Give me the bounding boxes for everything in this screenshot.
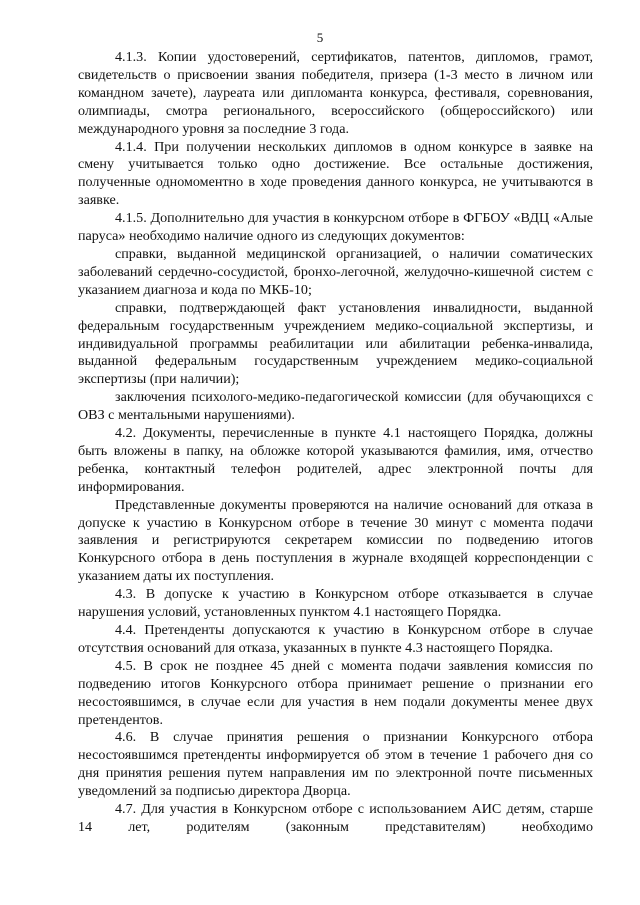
document-body [78, 49, 593, 837]
paragraph-4-1-3: 4.1.3. Копии удостоверений, сертификатов, патентов, дипломов, грамот, свидетельств о присвоении звания победителя, призера (1-3 место в личном или командном зачете), лауреата или дипломанта конкурса, фестиваля, соревнования, олимпиады, смотра регионального, всероссийского (общероссийского) или международного уровня за последние 3 года. [78, 49, 593, 137]
paragraph-4-4: 4.4. Претенденты допускаются к участию в Конкурсном отборе в случае отсутствия оснований для отказа, указанных в пункте 4.3 настоящего Порядка. [78, 622, 593, 656]
paragraph-4-6: 4.6. В случае принятия решения о признании Конкурсного отбора несостоявшимся претенденты информируется об этом в течение 1 рабочего дня со дня принятия решения путем направления им по электронной почте письменных уведомлений за подписью директора Дворца. [78, 729, 593, 800]
paragraph-4-2: 4.2. Документы, перечисленные в пункте 4.1 настоящего Порядка, должны быть вложены в папку, на обложке которой указываются фамилия, имя, отчество ребенка, контактный телефон родителей, адрес электронной почты для информирования. [78, 425, 593, 495]
list-item-commission-conclusion: заключения психолого-медико-педагогической комиссии (для обучающихся с ОВЗ с ментальными нарушениями). [78, 389, 593, 424]
paragraph-4-3: 4.3. В допуске к участию в Конкурсном отборе отказывается в случае нарушения условий, установленных пунктом 4.1 настоящего Порядка. [78, 586, 593, 621]
page-number: 5 [316, 30, 324, 45]
list-item-medical-certificate: справки, выданной медицинской организацией, о наличии соматических заболеваний сердечно-сосудистой, бронхо-легочной, желудочно-кишечной систем с указанием диагноза и кода по МКБ-10; [78, 245, 593, 298]
paragraph-4-5: 4.5. В срок не позднее 45 дней с момента подачи заявления комиссия по подведению итогов Конкурсного отбора принимает решение о признании его несостоявшимся, в случае если для участия в нем подали документы менее двух претендентов. [78, 657, 593, 728]
paragraph-4-1-4: 4.1.4. При получении нескольких дипломов в одном конкурсе в заявке на смену учитывается только одно достижение. Все остальные достижения, полученные одномоментно в ходе проведения данного конкурса, не учитываются в заявке. [78, 138, 593, 209]
paragraph-4-7: 4.7. Для участия в Конкурсном отборе с использованием АИС детям, старше 14 лет, родителям (законным представителям) необходимо [78, 801, 593, 835]
paragraph-4-1-5: 4.1.5. Дополнительно для участия в конкурсном отборе в ФГБОУ «ВДЦ «Алые паруса» необходимо наличие одного из следующих документов: [78, 210, 593, 245]
paragraph-documents-check: Представленные документы проверяются на наличие оснований для отказа в допуске к участию в Конкурсном отборе в течение 30 минут с момента подачи заявления и регистрируются секретарем комиссии по подведению итогов Конкурсного отбора в день поступления в журнале входящей корреспонденции с указанием даты их поступления. [78, 496, 593, 585]
list-item-disability-certificate: справки, подтверждающей факт установления инвалидности, выданной федеральным государственным учреждением медико-социальной экспертизы, и индивидуальной программы реабилитации или абилитации ребенка-инвалида, выданной федеральным государственным учреждением медико-социальной экспертизы (при наличии); [78, 299, 593, 388]
